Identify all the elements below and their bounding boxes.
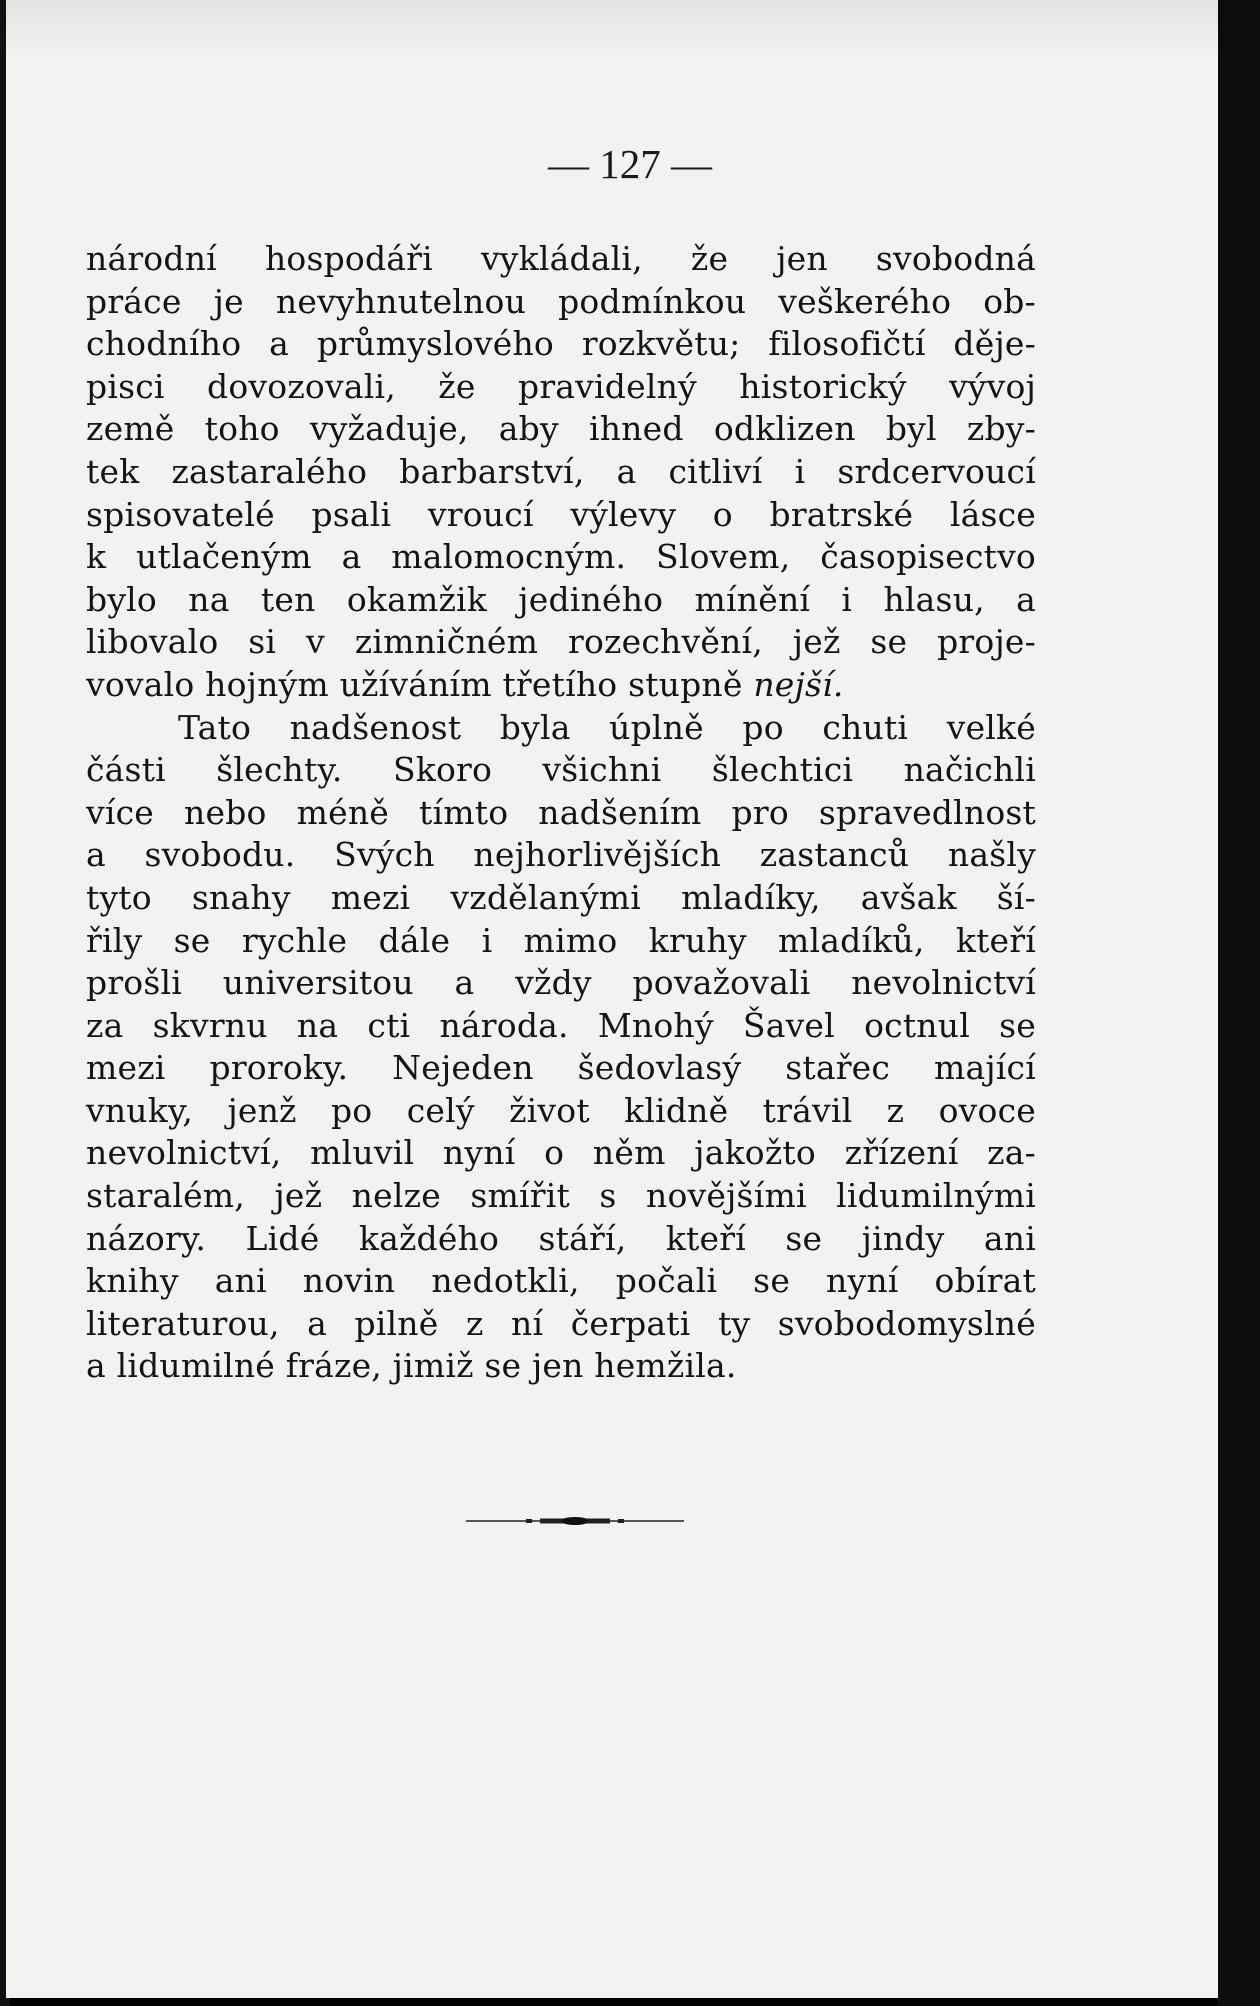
text-line: a lidumilné fráze, jimiž se jen hemžila. bbox=[86, 1346, 737, 1386]
section-end-ornament bbox=[466, 1515, 684, 1527]
text-line: nevolnictví, mluvil nyní o něm jakožto zřízení za- bbox=[86, 1133, 1036, 1173]
text-line-with-italic bbox=[86, 664, 1036, 707]
scan-right-edge bbox=[1218, 0, 1260, 2006]
text-line: více nebo méně tímto nadšením pro spravedlnost bbox=[86, 792, 1036, 832]
text-line: národní hospodáři vykládali, že jen svobodná bbox=[86, 239, 1036, 278]
page-number: — 127 — bbox=[548, 141, 712, 187]
text-line: a svobodu. Svých nejhorlivějších zastanců našly bbox=[86, 835, 1036, 875]
text-line: řily se rychle dále i mimo kruhy mladíků, kteří bbox=[86, 920, 1036, 960]
italic-word: nejší. bbox=[753, 664, 844, 704]
scan-top-shading bbox=[6, 0, 1218, 60]
text-line: staralém, jež nelze smířit s novějšími lidumilnými bbox=[86, 1176, 1036, 1216]
text-line: Tato nadšenost byla úplně po chuti velké bbox=[178, 707, 1036, 747]
text-line: tek zastaralého barbarství, a citliví i srdcervoucí bbox=[86, 451, 1036, 491]
text-line: názory. Lidé každého stáří, kteří se jindy ani bbox=[86, 1218, 1036, 1258]
text-line: bylo na ten okamžik jediného mínění i hlasu, a bbox=[86, 579, 1036, 619]
text-line: části šlechty. Skoro všichni šlechtici načichli bbox=[86, 750, 1036, 790]
text-line: práce je nevyhnutelnou podmínkou veškerého ob- bbox=[86, 281, 1036, 321]
text-line: pisci dovozovali, že pravidelný historický vývoj bbox=[86, 366, 1036, 406]
page-body-text bbox=[86, 238, 1036, 1388]
text-line: libovalo si v zimničném rozechvění, jež se proje- bbox=[86, 622, 1036, 662]
text-line: chodního a průmyslového rozkvětu; filosofičtí děje- bbox=[86, 324, 1036, 364]
text-line-part: vovalo hojným užíváním třetího stupně bbox=[86, 664, 743, 704]
text-line: za skvrnu na cti národa. Mnohý Šavel octnul se bbox=[86, 1005, 1036, 1045]
text-line: země toho vyžaduje, aby ihned odklizen byl zby- bbox=[86, 409, 1036, 449]
text-line: spisovatelé psali vroucí výlevy o bratrské lásce bbox=[86, 494, 1036, 534]
text-line: mezi proroky. Nejeden šedovlasý stařec mající bbox=[86, 1048, 1036, 1088]
text-line: vnuky, jenž po celý život klidně trávil z ovoce bbox=[86, 1090, 1036, 1130]
text-line: prošli universitou a vždy považovali nevolnictví bbox=[86, 963, 1036, 1003]
text-line: literaturou, a pilně z ní čerpati ty svobodomyslné bbox=[86, 1303, 1036, 1343]
text-line: tyto snahy mezi vzdělanými mladíky, avšak ší- bbox=[86, 877, 1036, 917]
text-line: k utlačeným a malomocným. Slovem, časopisectvo bbox=[86, 537, 1036, 577]
text-line: knihy ani novin nedotkli, počali se nyní obírat bbox=[86, 1261, 1036, 1301]
